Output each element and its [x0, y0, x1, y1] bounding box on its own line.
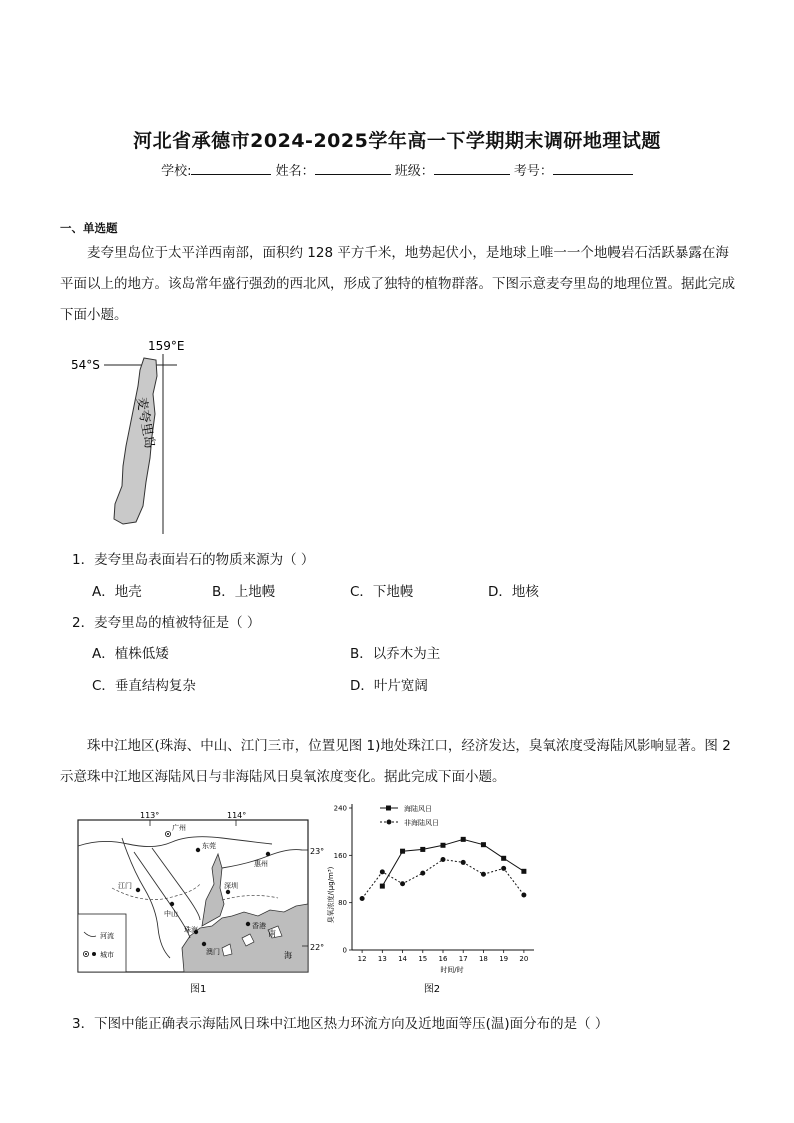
map-lat-22: 22° — [310, 943, 325, 952]
data-point-non-sea-breeze-day — [521, 892, 526, 897]
pearl-river-map — [72, 808, 325, 998]
ozone-chart — [322, 800, 542, 998]
data-point-sea-breeze-day — [441, 843, 446, 848]
sea-label-hai: 海 — [284, 951, 292, 960]
data-point-non-sea-breeze-day — [481, 872, 486, 877]
x-tick-label: 15 — [418, 955, 428, 963]
place-hongkong: 香港 — [252, 922, 266, 930]
name-blank — [315, 162, 391, 175]
x-tick-label: 14 — [398, 955, 408, 963]
map-lat-23: 23° — [310, 847, 325, 856]
place-jiangmen: 江门 — [118, 882, 132, 890]
island-name-label: 麦夸里岛 — [133, 396, 157, 450]
figure-2-caption: 图2 — [423, 984, 441, 995]
name-label: 姓名： — [275, 164, 315, 179]
data-point-non-sea-breeze-day — [360, 896, 365, 901]
q2-option-d[interactable]: D．叶片宽阔 — [350, 678, 428, 694]
school-label: 学校: — [161, 164, 192, 179]
place-macau: 澳门 — [206, 948, 220, 956]
x-tick-label: 18 — [478, 955, 488, 963]
student-info-line — [0, 160, 794, 179]
data-point-sea-breeze-day — [501, 856, 506, 861]
legend-city-label: 城市 — [100, 951, 114, 959]
x-tick-label: 17 — [458, 955, 468, 963]
q1-option-c[interactable]: C．下地幔 — [350, 584, 414, 600]
x-axis-label: 时间/时 — [440, 966, 464, 974]
map-lon-113: 113° — [140, 811, 160, 820]
x-tick-label: 19 — [499, 955, 509, 963]
sea-label-nan: 南 — [268, 929, 276, 938]
legend-label-sea: 海陆风日 — [404, 805, 432, 813]
question-1-stem: 1．麦夸里岛表面岩石的物质来源为（ ） — [72, 552, 315, 568]
q1-option-a[interactable]: A．地壳 — [92, 584, 142, 600]
data-point-sea-breeze-day — [461, 837, 466, 842]
q2-option-b[interactable]: B．以乔木为主 — [350, 646, 441, 662]
place-zhuhai: 珠海 — [184, 926, 198, 934]
data-point-sea-breeze-day — [420, 847, 425, 852]
x-tick-label: 20 — [519, 955, 529, 963]
x-tick-label: 12 — [357, 955, 367, 963]
map-lon-114: 114° — [227, 811, 247, 820]
q2-option-a[interactable]: A．植株低矮 — [92, 646, 169, 662]
x-tick-label: 13 — [377, 955, 387, 963]
data-point-non-sea-breeze-day — [400, 881, 405, 886]
data-point-sea-breeze-day — [380, 884, 385, 889]
page-title: 河北省承德市2024-2025学年高一下学期期末调研地理试题 — [133, 130, 661, 152]
map-legend — [78, 914, 126, 972]
section-title: 一、单选题 — [60, 221, 118, 235]
exam-no-label: 考号： — [513, 164, 553, 179]
q1-option-b[interactable]: B．上地幔 — [212, 584, 276, 600]
exam-no-blank — [553, 162, 633, 175]
legend-city-icon — [92, 952, 96, 956]
y-tick-label: 240 — [333, 804, 347, 813]
place-huizhou: 惠州 — [254, 860, 268, 868]
place-guangzhou: 广州 — [172, 824, 186, 832]
y-tick-label: 0 — [342, 946, 347, 955]
place-zhongshan: 中山 — [164, 910, 178, 918]
question-3-stem: 3．下图中能正确表示海陆风日珠中江地区热力环流方向及近地面等压(温)面分布的是（ ） — [72, 1016, 609, 1032]
legend-river-label: 河流 — [100, 932, 114, 940]
legend-marker-sea — [386, 806, 391, 811]
legend-label-nonsea: 非海陆风日 — [404, 819, 439, 827]
longitude-label: 159°E — [148, 339, 185, 353]
data-point-non-sea-breeze-day — [380, 869, 385, 874]
data-point-non-sea-breeze-day — [461, 860, 466, 865]
data-point-non-sea-breeze-day — [420, 871, 425, 876]
series-line-sea-breeze-day — [382, 839, 524, 886]
question-2-stem: 2．麦夸里岛的植被特征是（ ） — [72, 615, 261, 631]
data-point-non-sea-breeze-day — [441, 857, 446, 862]
class-label: 班级： — [394, 164, 434, 179]
legend-marker-nonsea — [387, 820, 392, 825]
data-point-non-sea-breeze-day — [501, 866, 506, 871]
passage-1: 麦夸里岛位于太平洋西南部，面积约 128 平方千米，地势起伏小，是地球上唯一一个地幔岩石活跃暴露在海平面以上的地方。该岛常年盛行强劲的西北风，形成了独特的植物群落。下图示意麦夸里岛的地理位置。据此完成下面小题。 — [60, 245, 735, 323]
y-tick-label: 80 — [338, 899, 347, 908]
school-blank — [191, 162, 271, 175]
class-blank — [434, 162, 510, 175]
data-point-sea-breeze-day — [481, 842, 486, 847]
q2-option-c[interactable]: C．垂直结构复杂 — [92, 678, 196, 694]
y-tick-label: 160 — [333, 851, 347, 860]
figure-1-caption: 图1 — [190, 984, 207, 995]
q1-option-d[interactable]: D．地核 — [488, 584, 539, 600]
y-axis-label: 臭氧浓度/(μg/m³) — [327, 866, 335, 924]
place-dongguan: 东莞 — [202, 842, 216, 850]
place-shenzhen: 深圳 — [224, 882, 238, 890]
data-point-sea-breeze-day — [400, 849, 405, 854]
macquarie-map — [60, 336, 200, 536]
data-point-sea-breeze-day — [521, 869, 526, 874]
latitude-label: 54°S — [71, 358, 100, 372]
x-tick-label: 16 — [438, 955, 448, 963]
passage-2: 珠中江地区(珠海、中山、江门三市，位置见图 1)地处珠江口，经济发达，臭氧浓度受海陆风影响显著。图 2 示意珠中江地区海陆风日与非海陆风日臭氧浓度变化。据此完成下面小题。 — [60, 738, 731, 785]
